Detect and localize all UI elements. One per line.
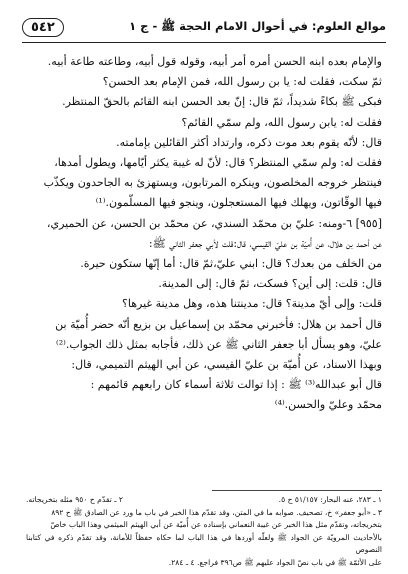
footnote-row [26, 494, 382, 507]
body-line: فقلت له: ولم سمّي المنتظر؟ قال: لأنّ له غيبة يكثر أيّامها، ويطول أمدها، [54, 156, 382, 170]
footnote-rule [212, 490, 382, 491]
body-line: من الخلف من بعدك؟ قال: ابني عليّ،ثمّ قال: أما إنّها ستكون حيرة. [80, 257, 382, 271]
body-line: فقلت له: يابن رسول الله، ولم سمّي القائم؟ [181, 115, 382, 129]
body-line: فبكى ﷺ بكاءً شديداً، ثمّ قال: إنّ بعد الحسن ابنه القائم بالحقّ المنتظر. [62, 95, 382, 109]
page-number: ٥٤٢ [22, 18, 64, 37]
body-line: قال: قلت: إلى أين؟ فسكت، ثمّ قال: إلى المدينة. [158, 277, 382, 291]
footnote-line: بتخريجاته، وتقدّم مثل هذا الخبر عن غيبة النعماني بإسناده عن أُميّة عن أبي الهيثم الميثمي وهذا الباب خاصّ [50, 520, 382, 530]
body-line: قال: لأنّه يقوم بعد موت ذكره، وارتداد أكثر القائلين بإمامته. [116, 135, 382, 149]
body-line: ثمّ سكت، فقلت له: يا بن رسول الله، فمن الإمام بعد الحسن؟ [102, 75, 382, 89]
body-line: عن أحمد بن هلال، عن أُميّة بن عليّ القيسي، قال:قلت لأبي جعفر الثاني ﷺ: [148, 236, 382, 250]
header-rule [22, 42, 386, 43]
footnote-2: ٢ ـ تقدّم ح ٩٥٠ مثله بتخريجاته. [26, 495, 123, 504]
body-line: فينتظر خروجه المخلصون، وينكره المرتابون، ويستهزئ به الجاحدون ويكذّب [43, 176, 382, 190]
body-line: وبهذا الاسناد، عن أُميّة بن عليّ القيسي، عن أبي الهيثم التميمي، قال: [71, 358, 382, 372]
body-line: والإمام بعده ابنه الحسن أمره أمر أبيه، وقوله قول أبيه، وطاعته طاعة أبيه. [47, 55, 382, 68]
footnote-1: ١ ـ ٢٨٣، عنه البحار: ٥١/١٥٧ ح ٥. [278, 495, 382, 504]
footnote-line: بالأحاديث المرويّة عن الجواد ﷺ ولعلّه أوردها في هذا الباب لما حكاه حفظاً للأمانة، وقد تقدّم ذكره في كتابنا النصوص [26, 532, 382, 555]
body-line: [٩٥٥] ٦-ومنه: عليّ بن محمّد السندي، عن محمّد بن الحسن، عن الحميري، [46, 216, 382, 230]
footnotes [26, 494, 382, 570]
body-line: عليّ، وهو يسأل أبا جعفر الثاني ﷺ عن ذلك، فأجابه بمثل ذلك الجواب.⁽²⁾ [56, 337, 382, 351]
body-line: فيها الوقّاتون، ويهلك فيها المستعجلون، وينجو فيها المسلّمون.⁽¹⁾ [95, 196, 382, 210]
body-line: محمّد وعليّ والحسن.⁽⁴⁾ [274, 398, 382, 412]
footnote-line: ٣ ـ «أبو جعفر» خ، تصحيف. صوابه ما في المتن، وقد تقدّم هذا الخبر في باب ما ورد عن الصادق ﷺ ح ٨٩٢ [51, 507, 382, 517]
page-header [22, 14, 386, 40]
body-line: قال أحمد بن هلال: فأخبرني محمّد بن إسماعيل بن بزيع أنّه حضر أُميّة بن [55, 317, 382, 331]
footnote-line: على الأئمّة ﷺ في باب نصّ الجواد عليهم ﷺ ص٣٩٦ فراجع. ٤ ـ ٢٨٤. [168, 557, 382, 567]
running-title: موالع العلوم: في أحوال الامام الحجة ﷺ - ج ١ [129, 18, 386, 33]
body-text [26, 52, 382, 416]
body-line: قال أبو عبدالله⁽³⁾ ﷺ : إذا توالت ثلاثة أسماء كان رابعهم قائمهم : [90, 378, 382, 392]
body-line: قلت: وإلى أيّ مدينة؟ قال: مدينتنا هذه، وهل مدينة غيرها؟ [122, 297, 382, 311]
